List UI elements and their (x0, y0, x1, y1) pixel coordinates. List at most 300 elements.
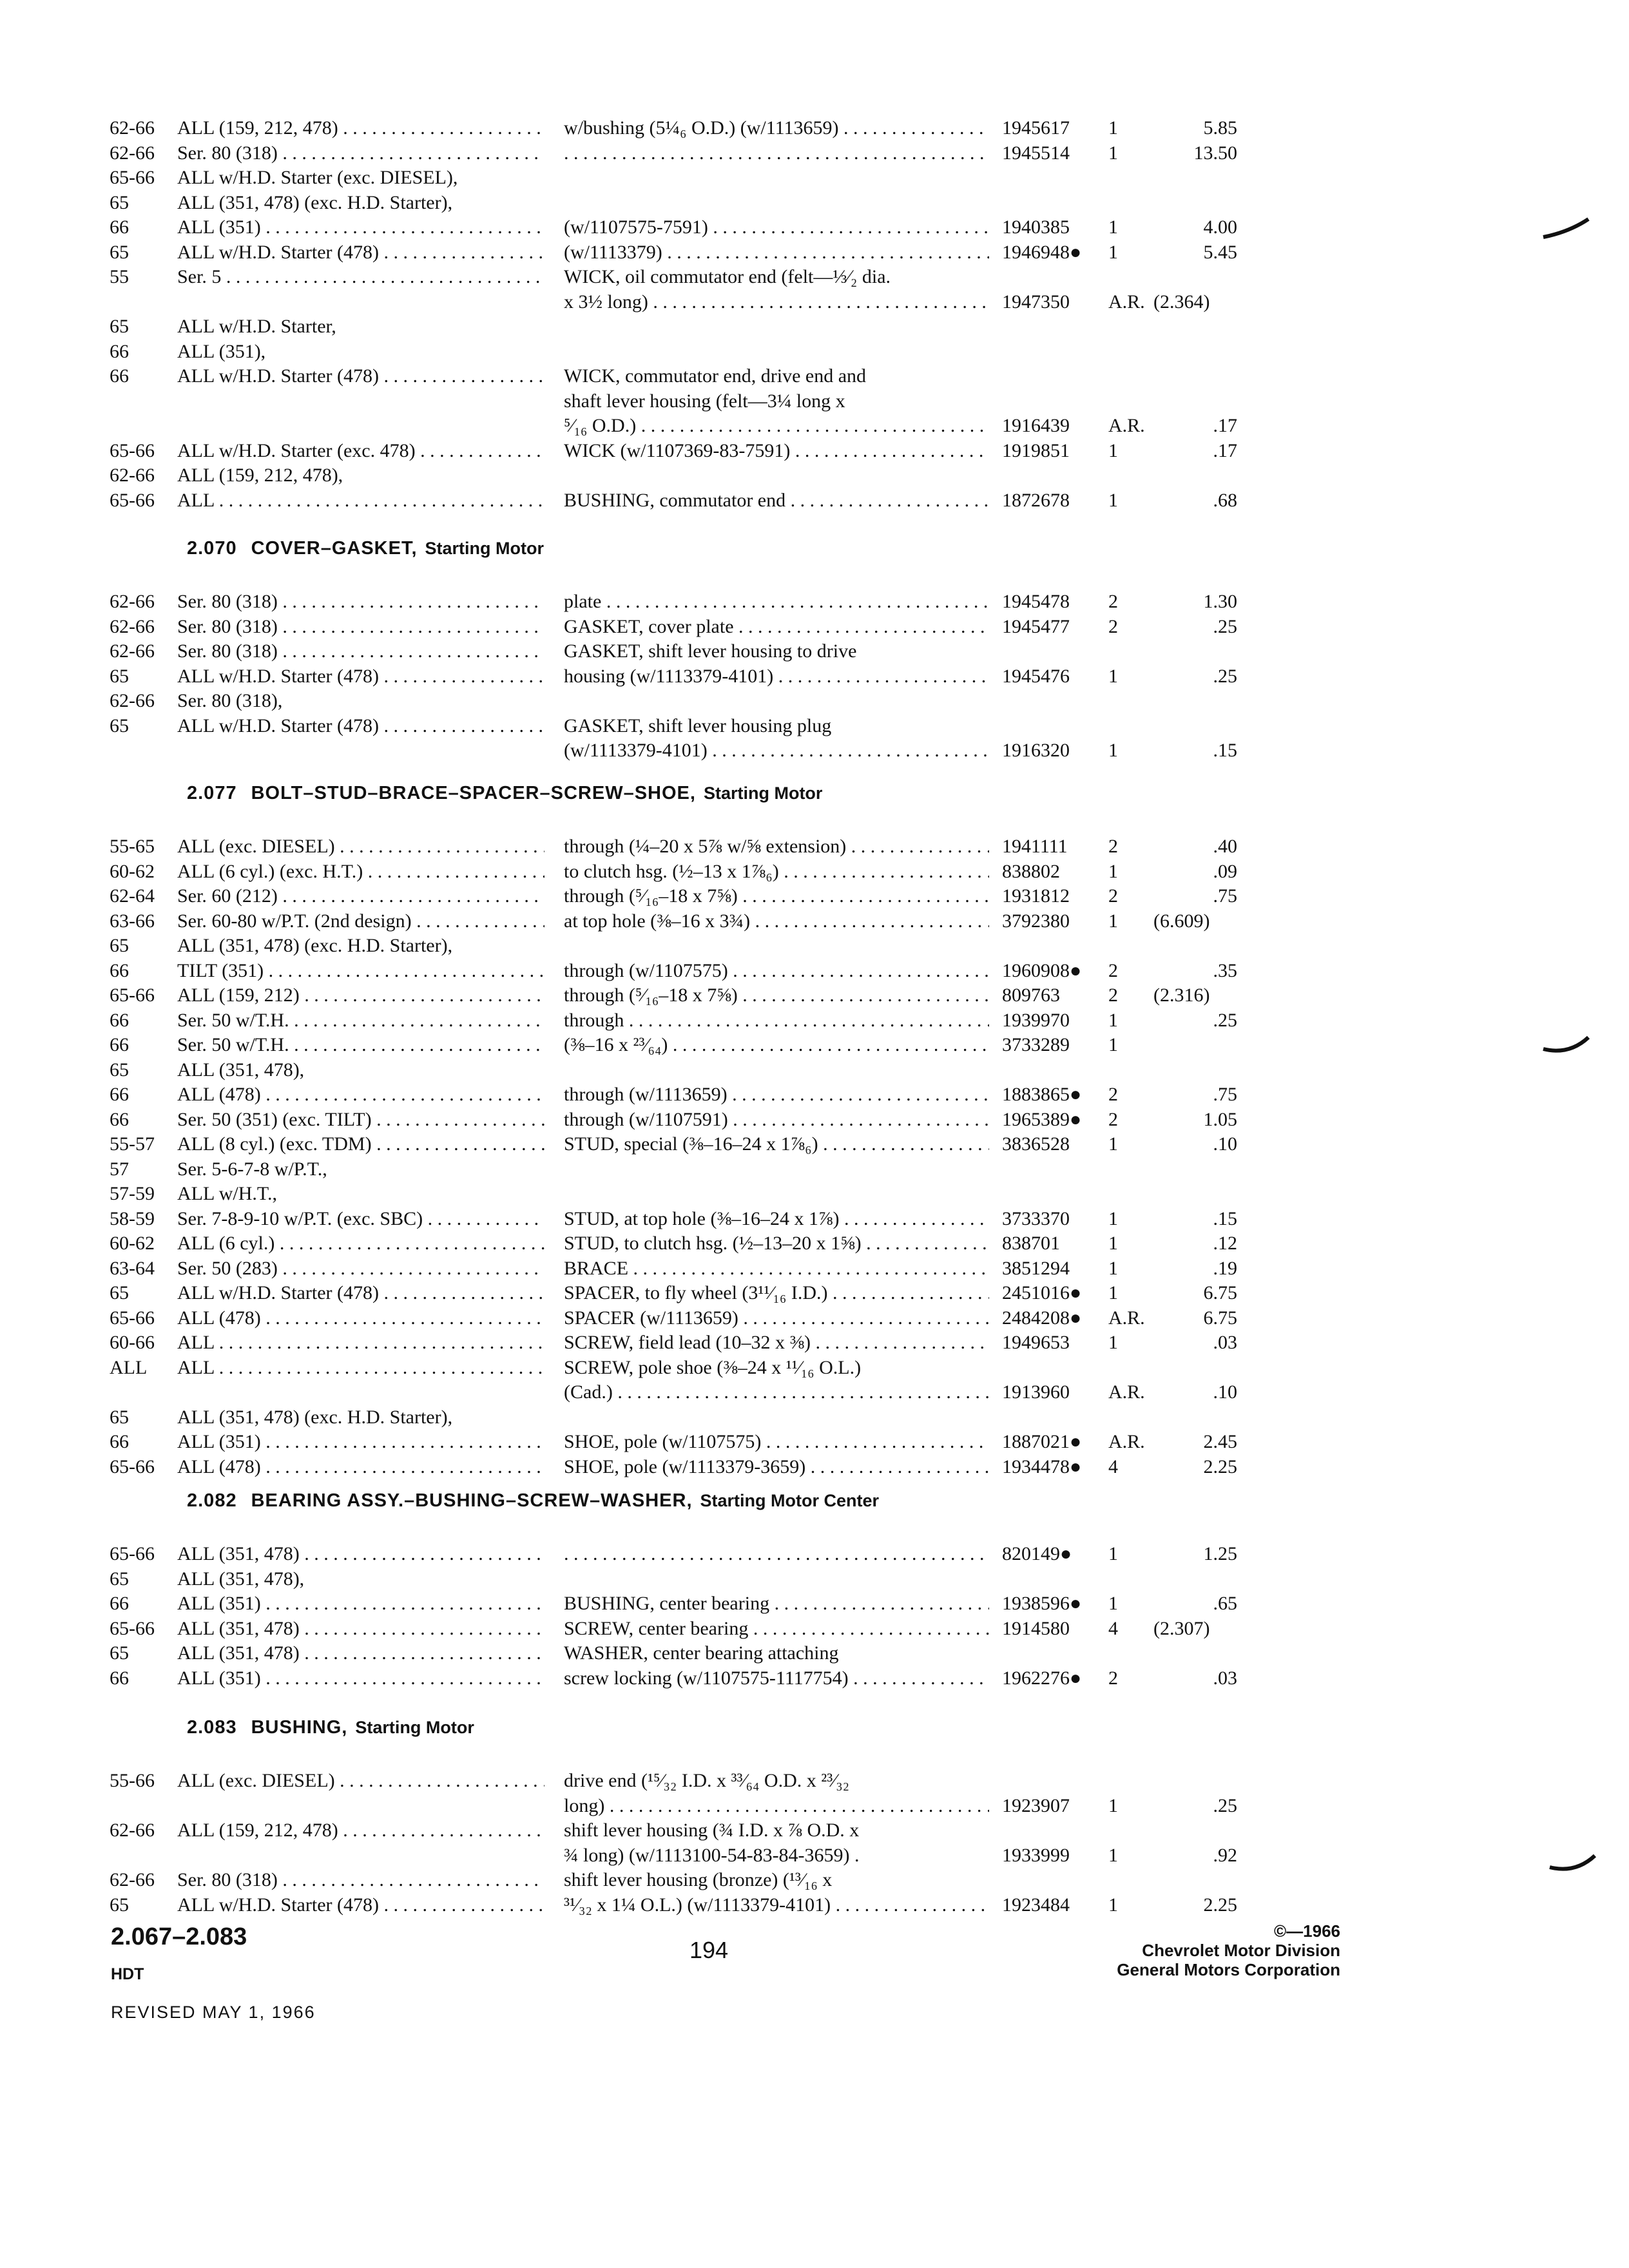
price: .15 (1213, 1207, 1237, 1229)
model-year: 60-66 (110, 1332, 155, 1353)
price: .09 (1213, 860, 1237, 882)
parts-row (0, 1769, 1353, 1793)
price: 6.75 (1203, 1307, 1237, 1329)
division: Chevrolet Motor Division (1142, 1941, 1340, 1960)
model-year: 57-59 (110, 1183, 155, 1204)
part-number: 1945617 (1002, 117, 1070, 139)
page-number: 194 (689, 1937, 729, 1963)
price: (2.316) (1153, 985, 1210, 1006)
part-number: 1946948● (1002, 241, 1082, 263)
model-year: 65-66 (110, 1543, 155, 1564)
part-description: x 3½ long) . . . (564, 290, 989, 314)
part-number: 1919851 (1002, 439, 1070, 461)
part-description: (Cad.) . . . (564, 1380, 989, 1405)
model-application: ALL (159, 212, 478), (177, 465, 343, 486)
model-year: 65 (110, 935, 129, 956)
part-description: WASHER, center bearing attaching (564, 1642, 839, 1664)
parts-row (0, 1405, 1353, 1430)
model-year: 62-66 (110, 1820, 155, 1841)
price: 2.45 (1203, 1431, 1237, 1452)
part-number: 1945476 (1002, 665, 1070, 687)
model-year: 62-64 (110, 885, 155, 907)
part-number: 1960908● (1002, 959, 1082, 981)
part-description: w/bushing (5¼₆ O.D.) (w/1113659) . . . (564, 116, 989, 140)
parts-row (0, 590, 1353, 614)
quantity: 1 (1108, 439, 1118, 461)
section-heading (187, 1717, 474, 1743)
part-number: 1914580 (1002, 1617, 1070, 1639)
model-year: 63-66 (110, 910, 155, 932)
model-year: 65 (110, 316, 129, 337)
part-number: 3851294 (1002, 1257, 1070, 1279)
parts-row (0, 488, 1353, 513)
parts-row (0, 364, 1353, 389)
part-number: 1941111 (1002, 836, 1068, 857)
model-application: ALL (478) . . . (177, 1455, 545, 1479)
model-application: ALL (351, 478), (177, 1059, 305, 1081)
part-number: 1940385 (1002, 216, 1070, 238)
part-number: 2484208● (1002, 1307, 1082, 1329)
parts-row (0, 1455, 1353, 1479)
price: .25 (1213, 615, 1237, 637)
parts-row (0, 664, 1353, 689)
model-application: ALL (351, 478) . . . (177, 1641, 545, 1666)
parts-row (0, 1033, 1353, 1057)
parts-row (0, 1818, 1353, 1843)
part-number: 1965389● (1002, 1108, 1082, 1130)
parts-row (0, 116, 1353, 140)
part-number: 1916320 (1002, 740, 1070, 761)
part-description: through (⁵⁄₁₆–18 x 7⅝) . . . (564, 983, 989, 1008)
model-year: 62-66 (110, 690, 155, 711)
parts-row (0, 166, 1353, 190)
quantity: 4 (1108, 1456, 1118, 1477)
quantity: 2 (1108, 1084, 1118, 1105)
part-description: drive end (¹⁵⁄₃₂ I.D. x ³³⁄₆₄ O.D. x ²³⁄₃₂ (564, 1770, 850, 1791)
part-description: WICK (w/1107369-83-7591) . . . (564, 439, 989, 463)
price: .17 (1213, 415, 1237, 436)
model-application: ALL . . . (177, 488, 545, 513)
model-application: ALL (exc. DIESEL) . . . (177, 834, 545, 859)
part-number: 1883865● (1002, 1084, 1082, 1105)
section-heading (187, 538, 544, 564)
part-description: through (w/1113659) . . . (564, 1082, 989, 1107)
quantity: A.R. (1108, 1381, 1145, 1403)
part-number: 2451016● (1002, 1282, 1082, 1303)
section-number: 2.070 (187, 538, 237, 559)
model-year: 55-65 (110, 836, 155, 857)
model-application: Ser. 5-6-7-8 w/P.T., (177, 1158, 327, 1180)
part-description: ³¹⁄₃₂ x 1¼ O.L.) (w/1113379-4101) . . . (564, 1893, 989, 1917)
part-number: 1887021● (1002, 1431, 1082, 1452)
part-description: plate . . . (564, 590, 989, 614)
parts-row (0, 1108, 1353, 1132)
parts-row (0, 1617, 1353, 1641)
model-year: 66 (110, 1034, 129, 1055)
model-year: 65-66 (110, 489, 155, 511)
part-number: 1945477 (1002, 615, 1070, 637)
quantity: 1 (1108, 1233, 1118, 1254)
parts-row (0, 689, 1353, 713)
parts-row (0, 1281, 1353, 1305)
model-year: 62-66 (110, 640, 155, 662)
parts-row (0, 983, 1353, 1008)
part-description: through . . . (564, 1008, 989, 1033)
section-subtitle: Starting Motor (425, 539, 545, 558)
part-number: 809763 (1002, 985, 1060, 1006)
parts-row (0, 414, 1353, 438)
part-number: 1945478 (1002, 591, 1070, 612)
part-number: 1923907 (1002, 1794, 1070, 1816)
section-subtitle: Starting Motor Center (700, 1491, 880, 1510)
model-application: ALL (351, 478), (177, 1568, 305, 1590)
model-year: 65-66 (110, 439, 155, 461)
part-description: SPACER, to fly wheel (3¹¹⁄₁₆ I.D.) . . . (564, 1281, 989, 1305)
parts-row (0, 463, 1353, 488)
model-year: 65-66 (110, 1456, 155, 1477)
revised-date: REVISED MAY 1, 1966 (111, 2003, 316, 2022)
parts-row (0, 1591, 1353, 1616)
quantity: A.R. (1108, 415, 1145, 436)
quantity: 2 (1108, 1667, 1118, 1689)
price: 5.85 (1203, 117, 1237, 139)
quantity: 4 (1108, 1617, 1118, 1639)
part-description: GASKET, cover plate . . . (564, 615, 989, 639)
part-description: BUSHING, center bearing . . . (564, 1591, 989, 1616)
model-application: TILT (351) . . . (177, 959, 545, 983)
model-year: 60-62 (110, 1233, 155, 1254)
part-number: 1916439 (1002, 415, 1070, 436)
model-year: 65-66 (110, 1617, 155, 1639)
quantity: 1 (1108, 216, 1118, 238)
model-year: 65-66 (110, 167, 155, 188)
model-year: 65 (110, 1059, 129, 1081)
quantity: 2 (1108, 591, 1118, 612)
quantity: 1 (1108, 1794, 1118, 1816)
quantity: 1 (1108, 1257, 1118, 1279)
price: .68 (1213, 489, 1237, 511)
parts-row (0, 1380, 1353, 1405)
model-year: 65 (110, 1642, 129, 1664)
model-application: ALL w/H.D. Starter (478) . . . (177, 664, 545, 689)
quantity: 2 (1108, 959, 1118, 981)
model-year: 65 (110, 191, 129, 213)
price: .35 (1213, 959, 1237, 981)
part-description: (w/1113379-4101) . . . (564, 738, 989, 763)
parts-row (0, 1893, 1353, 1917)
model-year: 60-62 (110, 860, 155, 882)
parts-row (0, 1132, 1353, 1157)
section-title: BEARING ASSY.–BUSHING–SCREW–WASHER, (251, 1490, 693, 1511)
price: .25 (1213, 1794, 1237, 1816)
part-number: 838802 (1002, 860, 1060, 882)
model-application: ALL (478) . . . (177, 1306, 545, 1331)
section-subtitle: Starting Motor (355, 1718, 474, 1737)
model-year: 65 (110, 715, 129, 736)
punch-mark-icon (1547, 1849, 1598, 1881)
parts-row (0, 860, 1353, 884)
model-application: ALL (6 cyl.) (exc. H.T.) . . . (177, 860, 545, 884)
model-application: ALL (351) . . . (177, 1430, 545, 1454)
model-year: 65 (110, 1894, 129, 1916)
parts-row (0, 240, 1353, 265)
model-application: Ser. 50 (351) (exc. TILT) . . . (177, 1108, 545, 1132)
price: (2.364) (1153, 291, 1210, 312)
parts-row (0, 141, 1353, 166)
parts-row (0, 389, 1353, 414)
model-year: 66 (110, 1593, 129, 1614)
corporation: General Motors Corporation (1117, 1960, 1340, 1979)
price: .75 (1213, 1084, 1237, 1105)
model-application: Ser. 80 (318) . . . (177, 615, 545, 639)
model-application: ALL (351), (177, 340, 266, 362)
quantity: 1 (1108, 241, 1118, 263)
price: .25 (1213, 665, 1237, 687)
parts-row (0, 884, 1353, 908)
model-application: Ser. 50 w/T.H. . . . (177, 1033, 545, 1057)
part-description: GASKET, shift lever housing plug (564, 715, 832, 736)
parts-row (0, 1331, 1353, 1355)
page-range: 2.067–2.083 (111, 1923, 247, 1950)
model-year: 66 (110, 1108, 129, 1130)
parts-row (0, 1082, 1353, 1107)
model-year: 65-66 (110, 1307, 155, 1329)
part-description: SHOE, pole (w/1113379-3659) . . . (564, 1455, 989, 1479)
parts-row (0, 1058, 1353, 1082)
quantity: 2 (1108, 885, 1118, 907)
quantity: 1 (1108, 1844, 1118, 1866)
part-description: through (¼–20 x 5⅞ w/⅝ extension) . . . (564, 834, 989, 859)
parts-row (0, 314, 1353, 339)
quantity: 1 (1108, 1282, 1118, 1303)
model-year: 66 (110, 216, 129, 238)
parts-row (0, 639, 1353, 664)
model-application: Ser. 60-80 w/P.T. (2nd design) . . . (177, 909, 545, 934)
part-number: 1913960 (1002, 1381, 1070, 1403)
part-description: SCREW, field lead (10–32 x ⅜) . . . (564, 1331, 989, 1355)
parts-row (0, 1794, 1353, 1818)
part-number: 1938596● (1002, 1593, 1082, 1614)
section-title: COVER–GASKET, (251, 538, 418, 559)
part-description: (w/1113379) . . . (564, 240, 989, 265)
model-application: ALL (351) . . . (177, 1591, 545, 1616)
quantity: 1 (1108, 1543, 1118, 1564)
part-number: 1933999 (1002, 1844, 1070, 1866)
model-application: ALL (159, 212, 478) . . . (177, 116, 545, 140)
price: 1.25 (1203, 1543, 1237, 1564)
model-year: ALL (110, 1356, 148, 1378)
model-application: ALL w/H.D. Starter (exc. 478) . . . (177, 439, 545, 463)
part-description: shift lever housing (¾ I.D. x ⅞ O.D. x (564, 1820, 860, 1841)
quantity: 1 (1108, 142, 1118, 164)
parts-row (0, 265, 1353, 289)
quantity: 1 (1108, 1207, 1118, 1229)
part-description: GASKET, shift lever housing to drive (564, 640, 857, 662)
parts-row (0, 909, 1353, 934)
model-year: 55-57 (110, 1133, 155, 1155)
parts-row (0, 215, 1353, 240)
part-description: shift lever housing (bronze) (¹³⁄₁₆ x (564, 1869, 833, 1890)
price: (2.307) (1153, 1617, 1210, 1639)
model-application: ALL (159, 212, 478) . . . (177, 1818, 545, 1843)
price: 2.25 (1203, 1894, 1237, 1916)
part-description: WICK, commutator end, drive end and (564, 365, 867, 387)
model-application: ALL . . . (177, 1331, 545, 1355)
model-application: ALL (351) . . . (177, 1666, 545, 1691)
model-application: Ser. 5 . . . (177, 265, 545, 289)
parts-row (0, 1641, 1353, 1666)
model-application: Ser. 50 (283) . . . (177, 1256, 545, 1281)
quantity: 1 (1108, 1034, 1118, 1055)
model-application: ALL (351, 478) (exc. H.D. Starter), (177, 191, 453, 213)
quantity: 2 (1108, 836, 1118, 857)
model-application: Ser. 60 (212) . . . (177, 884, 545, 908)
quantity: A.R. (1108, 291, 1145, 312)
part-description: WICK, oil commutator end (felt—⅓⁄₂ dia. (564, 266, 891, 287)
model-year: 57 (110, 1158, 129, 1180)
part-number: 1939970 (1002, 1009, 1070, 1031)
model-year: 62-66 (110, 615, 155, 637)
model-application: ALL (6 cyl.) . . . (177, 1231, 545, 1256)
part-description: (⅜–16 x ²³⁄₆₄) . . . (564, 1033, 989, 1057)
parts-row (0, 1231, 1353, 1256)
model-year: 66 (110, 365, 129, 387)
model-application: Ser. 80 (318), (177, 690, 283, 711)
quantity: 1 (1108, 740, 1118, 761)
part-description: long) . . . (564, 1794, 989, 1818)
part-number: 1872678 (1002, 489, 1070, 511)
price: 13.50 (1193, 142, 1237, 164)
part-description (564, 1542, 989, 1566)
section-title: BUSHING, (251, 1717, 348, 1738)
parts-row (0, 1567, 1353, 1591)
model-year: 62-66 (110, 142, 155, 164)
model-year: 65 (110, 241, 129, 263)
quantity: 1 (1108, 910, 1118, 932)
price: .40 (1213, 836, 1237, 857)
copyright: ©—1966 (1274, 1921, 1340, 1941)
model-year: 58-59 (110, 1207, 155, 1229)
parts-row (0, 1868, 1353, 1892)
model-application: ALL (159, 212) . . . (177, 983, 545, 1008)
model-application: ALL w/H.D. Starter (exc. DIESEL), (177, 167, 458, 188)
part-number: 3836528 (1002, 1133, 1070, 1155)
model-application: ALL w/H.D. Starter, (177, 316, 336, 337)
part-description: at top hole (⅜–16 x 3¾) . . . (564, 909, 989, 934)
part-number: 1947350 (1002, 291, 1070, 312)
price: .92 (1213, 1844, 1237, 1866)
model-year: 62-66 (110, 465, 155, 486)
parts-row (0, 1207, 1353, 1231)
quantity: 1 (1108, 860, 1118, 882)
parts-row (0, 934, 1353, 958)
parts-row (0, 1256, 1353, 1281)
model-application: ALL (351) . . . (177, 215, 545, 240)
parts-row (0, 1157, 1353, 1182)
parts-row (0, 738, 1353, 763)
section-title: BOLT–STUD–BRACE–SPACER–SCREW–SHOE, (251, 783, 696, 803)
model-application: ALL w/H.D. Starter (478) . . . (177, 714, 545, 738)
model-year: 65 (110, 665, 129, 687)
model-application: ALL (478) . . . (177, 1082, 545, 1107)
model-application: ALL w/H.T., (177, 1183, 277, 1204)
part-number: 838701 (1002, 1233, 1060, 1254)
price: .19 (1213, 1257, 1237, 1279)
part-description: BRACE . . . (564, 1256, 989, 1281)
quantity: A.R. (1108, 1431, 1145, 1452)
parts-row (0, 959, 1353, 983)
section-heading (187, 783, 822, 809)
part-description: ⁵⁄₁₆ O.D.) . . . (564, 414, 989, 438)
part-description: screw locking (w/1107575-1117754) . . . (564, 1666, 989, 1691)
model-application: ALL (351, 478) . . . (177, 1617, 545, 1641)
price: 4.00 (1203, 216, 1237, 238)
quantity: 1 (1108, 1332, 1118, 1353)
model-application: ALL (351, 478) . . . (177, 1542, 545, 1566)
parts-row (0, 191, 1353, 215)
price: .12 (1213, 1233, 1237, 1254)
model-application: ALL (351, 478) (exc. H.D. Starter), (177, 935, 453, 956)
model-year: 66 (110, 340, 129, 362)
part-number: 1962276● (1002, 1667, 1082, 1689)
part-description: STUD, special (⅜–16–24 x 1⅞₆) . . . (564, 1132, 989, 1157)
part-description: STUD, to clutch hsg. (½–13–20 x 1⅝) . . . (564, 1231, 989, 1256)
model-application: Ser. 80 (318) . . . (177, 1868, 545, 1892)
parts-row (0, 1306, 1353, 1331)
parts-row (0, 834, 1353, 859)
model-year: 65 (110, 1406, 129, 1428)
section-subtitle: Starting Motor (703, 783, 823, 803)
part-description: through (w/1107575) . . . (564, 959, 989, 983)
section-number: 2.082 (187, 1490, 237, 1511)
parts-row (0, 290, 1353, 314)
price: .15 (1213, 740, 1237, 761)
model-year: 55 (110, 266, 129, 287)
parts-row (0, 1430, 1353, 1454)
part-number: 3792380 (1002, 910, 1070, 932)
model-year: 62-66 (110, 1869, 155, 1890)
model-year: 65 (110, 1568, 129, 1590)
parts-row (0, 1008, 1353, 1033)
model-application: ALL w/H.D. Starter (478) . . . (177, 364, 545, 389)
parts-row (0, 1666, 1353, 1691)
model-year: 66 (110, 1667, 129, 1689)
part-description: SHOE, pole (w/1107575) . . . (564, 1430, 989, 1454)
part-description: STUD, at top hole (⅜–16–24 x 1⅞) . . . (564, 1207, 989, 1231)
model-year: 62-66 (110, 591, 155, 612)
model-year: 65 (110, 1282, 129, 1303)
part-number: 1934478● (1002, 1456, 1082, 1477)
price: 1.30 (1203, 591, 1237, 612)
part-description: (w/1107575-7591) . . . (564, 215, 989, 240)
parts-row (0, 1843, 1353, 1868)
model-year: 65-66 (110, 985, 155, 1006)
model-application: Ser. 80 (318) . . . (177, 639, 545, 664)
quantity: 2 (1108, 1108, 1118, 1130)
part-number: 820149● (1002, 1543, 1072, 1564)
part-description: housing (w/1113379-4101) . . . (564, 664, 989, 689)
part-description: SPACER (w/1113659) . . . (564, 1306, 989, 1331)
quantity: 1 (1108, 117, 1118, 139)
section-number: 2.083 (187, 1717, 237, 1738)
price: .03 (1213, 1667, 1237, 1689)
model-application: ALL (exc. DIESEL) . . . (177, 1769, 545, 1793)
quantity: 1 (1108, 1593, 1118, 1614)
model-application: ALL . . . (177, 1356, 545, 1380)
model-year: 66 (110, 1009, 129, 1031)
model-application: Ser. 80 (318) . . . (177, 141, 545, 166)
quantity: 1 (1108, 1894, 1118, 1916)
